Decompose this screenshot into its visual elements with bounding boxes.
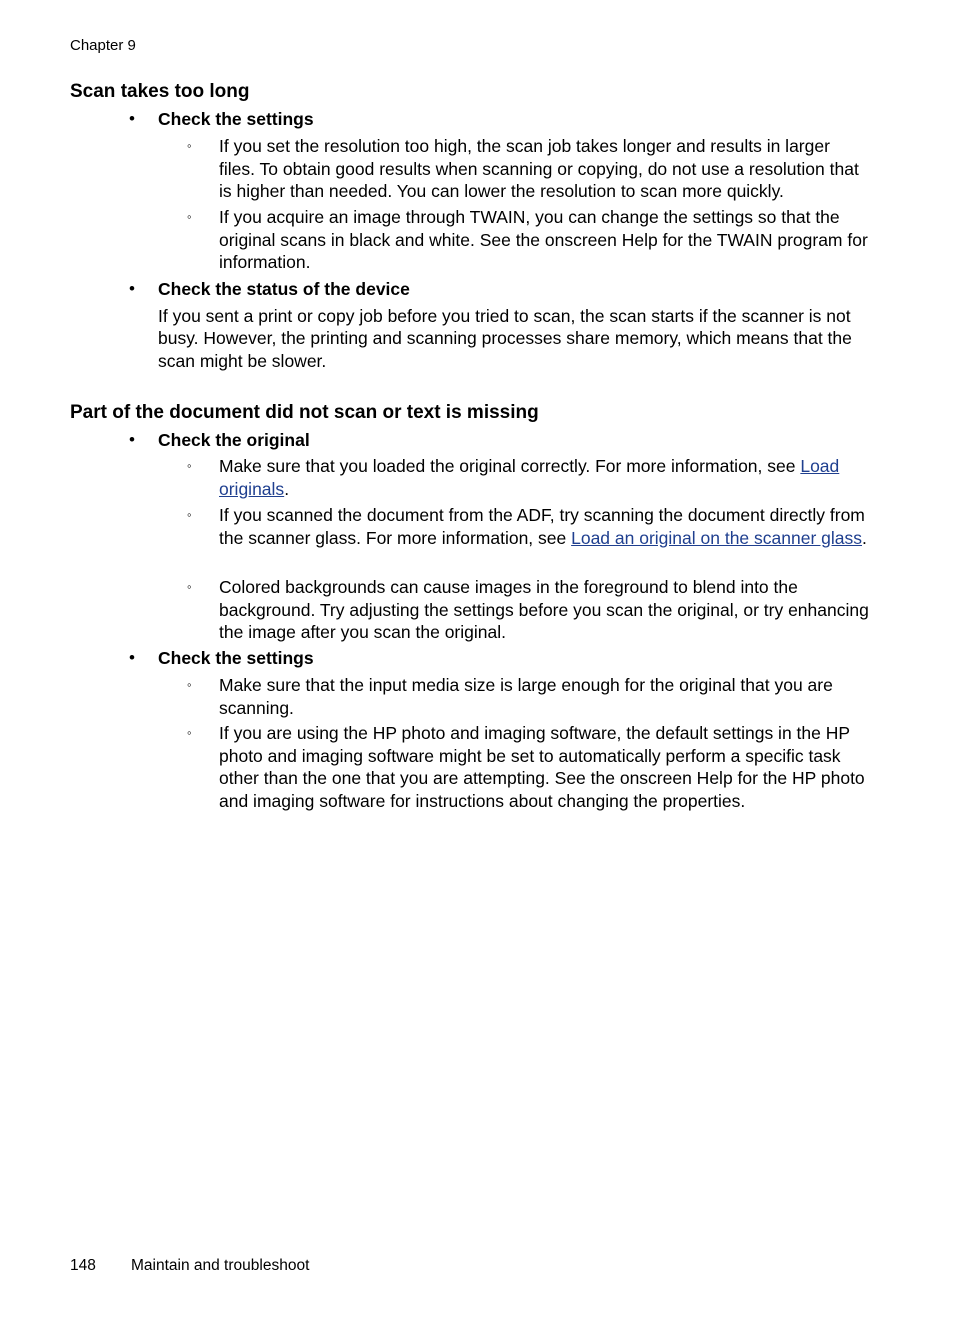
bullet-marker: •: [129, 109, 135, 128]
section-heading-part-missing: Part of the document did not scan or text is missing: [70, 402, 539, 423]
sub-item-text: If you acquire an image through TWAIN, you can change the settings so that the original scans in black and white. See the onscreen Help for the TWAIN program for information.: [219, 207, 868, 272]
bullet-title: Check the settings: [158, 648, 314, 668]
footer-section-name: Maintain and troubleshoot: [131, 1257, 310, 1274]
sub-marker: ◦: [187, 458, 192, 473]
sub-item-adf: [187, 504, 869, 549]
bullet-check-settings-2: [129, 647, 863, 670]
sub-item-text: If you set the resolution too high, the scan job takes longer and results in larger files. To obtain good results when scanning or copying, do not use a resolution that is higher than needed. You can lower the resolution to scan more quickly.: [219, 136, 859, 201]
sub-item-text-before: Make sure that you loaded the original correctly. For more information, see: [219, 456, 801, 476]
sub-marker: ◦: [187, 579, 192, 594]
sub-marker: ◦: [187, 725, 192, 740]
page-footer: [70, 1257, 309, 1275]
sub-item-load-correctly: [187, 455, 869, 500]
sub-marker: ◦: [187, 138, 192, 153]
section-heading-scan-too-long: Scan takes too long: [70, 81, 250, 102]
sub-item-text-after: .: [862, 527, 867, 548]
bullet-check-settings: [129, 108, 863, 131]
sub-item-text-before: If you scanned the document from the ADF, try scanning the document directly from the scanner glass. For more information, see: [219, 505, 865, 548]
bullet-check-original: [129, 429, 863, 452]
bullet-title: Check the original: [158, 430, 310, 450]
bullet-body: If you sent a print or copy job before you tried to scan, the scan starts if the scanner is not busy. However, the printing and scanning processes share memory, which means that the scan might be slower.: [158, 305, 852, 371]
bullet-check-device-status: [129, 278, 863, 372]
sub-item-colored-backgrounds: [187, 576, 869, 644]
bullet-marker: •: [129, 648, 135, 667]
sub-item-text-after: .: [284, 478, 290, 499]
bullet-title: Check the settings: [158, 109, 314, 129]
page-number: 148: [70, 1257, 96, 1274]
running-header-chapter: Chapter 9: [70, 37, 136, 54]
sub-item-media-size: [187, 674, 869, 719]
sub-marker: ◦: [187, 209, 192, 224]
load-originals-link[interactable]: Load originals: [219, 456, 840, 499]
bullet-marker: •: [129, 279, 135, 298]
sub-marker: ◦: [187, 677, 192, 692]
load-original-glass-link[interactable]: Load an original on the scanner glass: [571, 527, 863, 548]
sub-item-twain: [187, 206, 869, 274]
bullet-title: Check the status of the device: [158, 279, 410, 299]
sub-item-text: Colored backgrounds can cause images in the foreground to blend into the background. Try adjusting the settings before you scan the original, or try enhancing the image after you scan the original.: [219, 577, 869, 642]
sub-item-text: If you are using the HP photo and imaging software, the default settings in the HP photo and imaging software might be set to automatically perform a specific task other than the one that you are attempting. See the onscreen Help for the HP photo and imaging software for instructions about changing the properties.: [219, 723, 865, 811]
sub-marker: ◦: [187, 507, 192, 522]
sub-item-resolution: [187, 135, 869, 203]
bullet-marker: •: [129, 430, 135, 449]
sub-item-text: Make sure that the input media size is large enough for the original that you are scanning.: [219, 675, 833, 718]
sub-item-hp-software: [187, 722, 869, 812]
